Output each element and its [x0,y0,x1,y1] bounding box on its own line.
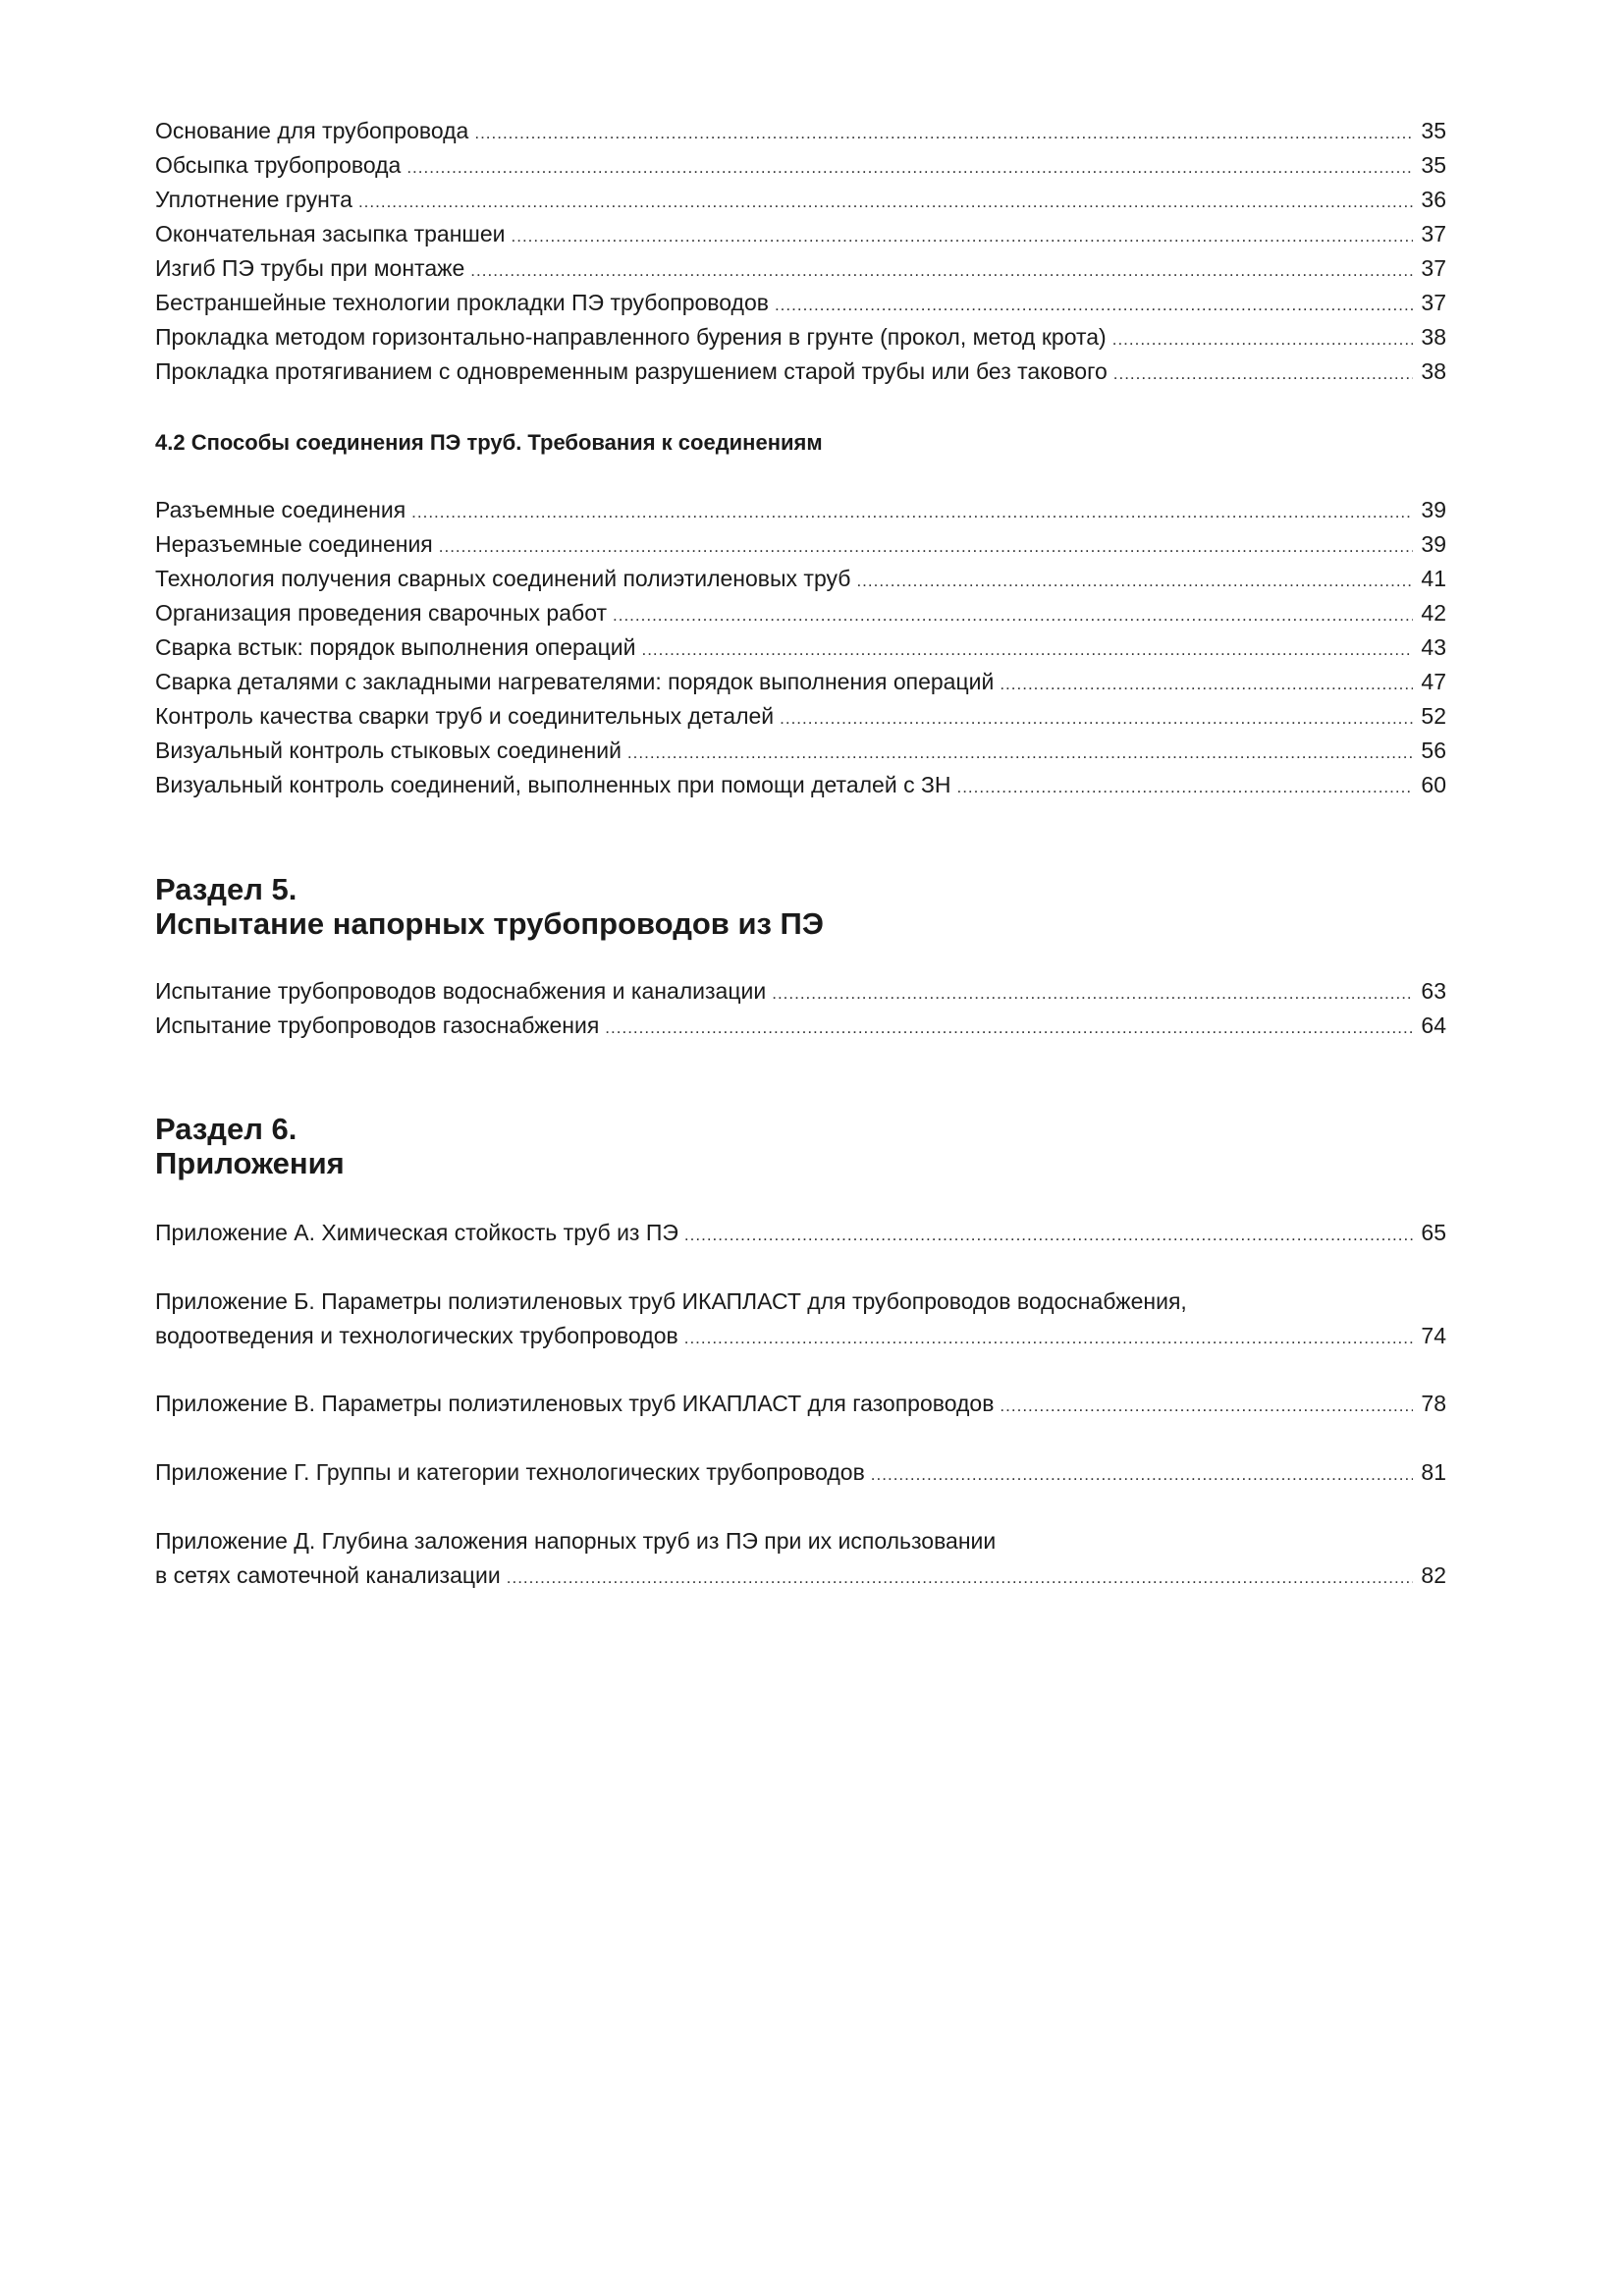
toc-entry[interactable] [155,596,1446,630]
toc-entry-page: 35 [1421,118,1446,143]
toc-leader-dots [1000,667,1413,701]
toc-entry-title: Организация проведения сварочных работ [155,600,608,626]
toc-entry-page: 35 [1421,152,1446,178]
toc-entry-page: 64 [1421,1012,1446,1038]
toc-entry[interactable] [155,183,1446,217]
toc-entry-page: 74 [1421,1323,1446,1348]
toc-entry-title: Сварка деталями с закладными нагревателями: порядок выполнения операций [155,669,995,694]
toc-leader-dots [1113,356,1414,391]
toc-entry-title: водоотведения и технологических трубопроводов [155,1323,678,1348]
toc-group-appendix-b [155,1285,1446,1353]
toc-entry-page: 39 [1421,531,1446,557]
toc-entry-title: Прокладка методом горизонтально-направленного бурения в грунте (прокол, метод крота) [155,324,1107,350]
toc-entry-page: 82 [1421,1562,1446,1588]
toc-entry-title: Приложение Г. Группы и категории технологических трубопроводов [155,1459,865,1485]
toc-leader-dots [439,529,1414,564]
toc-entry-page: 78 [1421,1391,1446,1416]
toc-entry-title-line1[interactable]: Приложение Д. Глубина заложения напорных труб из ПЭ при их использовании [155,1528,997,1554]
toc-entry-page: 43 [1421,634,1446,660]
toc-entry[interactable] [155,320,1446,355]
toc-entry[interactable] [155,630,1446,665]
toc-entry[interactable] [155,355,1446,389]
toc-entry-title: Контроль качества сварки труб и соединительных деталей [155,703,775,729]
toc-entry[interactable] [155,974,1446,1009]
toc-leader-dots [1000,1389,1413,1423]
toc-group-appendix-d [155,1524,1446,1593]
toc-entry-page: 41 [1421,566,1446,591]
toc-entry[interactable] [155,734,1446,768]
toc-entry-page: 52 [1421,703,1446,729]
toc-leader-dots [684,1218,1413,1252]
toc-entry-page: 39 [1421,497,1446,522]
toc-entry-page: 81 [1421,1459,1446,1485]
toc-entry-page: 38 [1421,358,1446,384]
toc-leader-dots [507,1560,1414,1595]
toc-entry-title: Изгиб ПЭ трубы при монтаже [155,255,465,281]
toc-entry-title: Неразъемные соединения [155,531,433,557]
toc-leader-dots [474,116,1413,150]
toc-entry-page: 37 [1421,290,1446,315]
toc-entry-title: Визуальный контроль стыковых соединений [155,738,622,763]
toc-leader-dots [470,253,1413,288]
toc-entry[interactable] [155,493,1446,527]
toc-entry-title: Приложение А. Химическая стойкость труб из ПЭ [155,1220,678,1245]
toc-entry[interactable] [155,286,1446,320]
toc-entry-title: Разъемные соединения [155,497,406,522]
toc-entry-page: 56 [1421,738,1446,763]
toc-leader-dots [775,288,1413,322]
toc-entry[interactable] [155,1558,1446,1593]
toc-leader-dots [1112,322,1414,356]
toc-entry-title: Визуальный контроль соединений, выполненных при помощи деталей с ЗН [155,772,951,797]
toc-entry-title: Основание для трубопровода [155,118,469,143]
toc-leader-dots [512,219,1414,253]
toc-group-appendix-v [155,1387,1446,1421]
toc-leader-dots [627,736,1413,770]
toc-entry-title: Приложение В. Параметры полиэтиленовых труб ИКАПЛАСТ для газопроводов [155,1391,995,1416]
toc-group-appendix-g [155,1455,1446,1490]
toc-entry[interactable] [155,217,1446,251]
toc-entry[interactable] [155,114,1446,148]
section-label: Раздел 6. [155,1112,298,1146]
toc-entry-title: Испытание трубопроводов водоснабжения и канализации [155,978,767,1004]
toc-leader-dots [406,150,1413,185]
toc-entry[interactable] [155,527,1446,562]
toc-entry[interactable] [155,148,1446,183]
toc-group-appendix-a [155,1216,1446,1250]
toc-leader-dots [684,1321,1414,1355]
toc-leader-dots [772,976,1413,1011]
toc-entry-title: Бестраншейные технологии прокладки ПЭ трубопроводов [155,290,769,315]
toc-entry-page: 37 [1421,255,1446,281]
section-title: Испытание напорных трубопроводов из ПЭ [155,906,824,941]
toc-entry[interactable] [155,251,1446,286]
toc-entry-title: в сетях самотечной канализации [155,1562,501,1588]
toc-leader-dots [956,770,1413,804]
toc-entry[interactable] [155,562,1446,596]
toc-leader-dots [358,185,1413,219]
toc-leader-dots [411,495,1413,529]
toc-entry-title: Прокладка протягиванием с одновременным разрушением старой трубы или без такового [155,358,1108,384]
toc-entry-title: Обсыпка трубопровода [155,152,402,178]
toc-entry[interactable] [155,1216,1446,1250]
toc-entry-page: 36 [1421,187,1446,212]
toc-entry[interactable] [155,699,1446,734]
toc-entry-page: 60 [1421,772,1446,797]
toc-leader-dots [871,1457,1414,1492]
toc-entry-page: 63 [1421,978,1446,1004]
toc-group-joints [155,493,1446,802]
toc-entry-page: 65 [1421,1220,1446,1245]
toc-entry-title: Сварка встык: порядок выполнения операций [155,634,636,660]
toc-leader-dots [641,632,1413,667]
toc-leader-dots [605,1011,1413,1045]
toc-group-testing [155,974,1446,1043]
toc-entry-page: 38 [1421,324,1446,350]
section-6-heading [155,1112,345,1180]
toc-entry[interactable] [155,1319,1446,1353]
toc-entry-title: Технология получения сварных соединений полиэтиленовых труб [155,566,851,591]
toc-entry-page: 42 [1421,600,1446,626]
toc-entry[interactable] [155,1009,1446,1043]
toc-entry[interactable] [155,1387,1446,1421]
section-5-heading [155,872,824,941]
toc-leader-dots [856,564,1413,598]
section-label: Раздел 5. [155,872,298,906]
subsection-heading: 4.2 Способы соединения ПЭ труб. Требования к соединениям [155,430,823,455]
section-title: Приложения [155,1146,345,1180]
toc-entry[interactable] [155,665,1446,699]
toc-entry-title: Окончательная засыпка траншеи [155,221,506,246]
toc-leader-dots [780,701,1413,736]
toc-entry-title: Уплотнение грунта [155,187,352,212]
toc-entry[interactable] [155,768,1446,802]
toc-group-installation [155,114,1446,389]
toc-entry-title-line1[interactable]: Приложение Б. Параметры полиэтиленовых труб ИКАПЛАСТ для трубопроводов водоснабжения, [155,1288,1187,1314]
toc-entry[interactable] [155,1455,1446,1490]
toc-entry-page: 47 [1421,669,1446,694]
toc-entry-title: Испытание трубопроводов газоснабжения [155,1012,600,1038]
toc-leader-dots [613,598,1413,632]
toc-entry-page: 37 [1421,221,1446,246]
